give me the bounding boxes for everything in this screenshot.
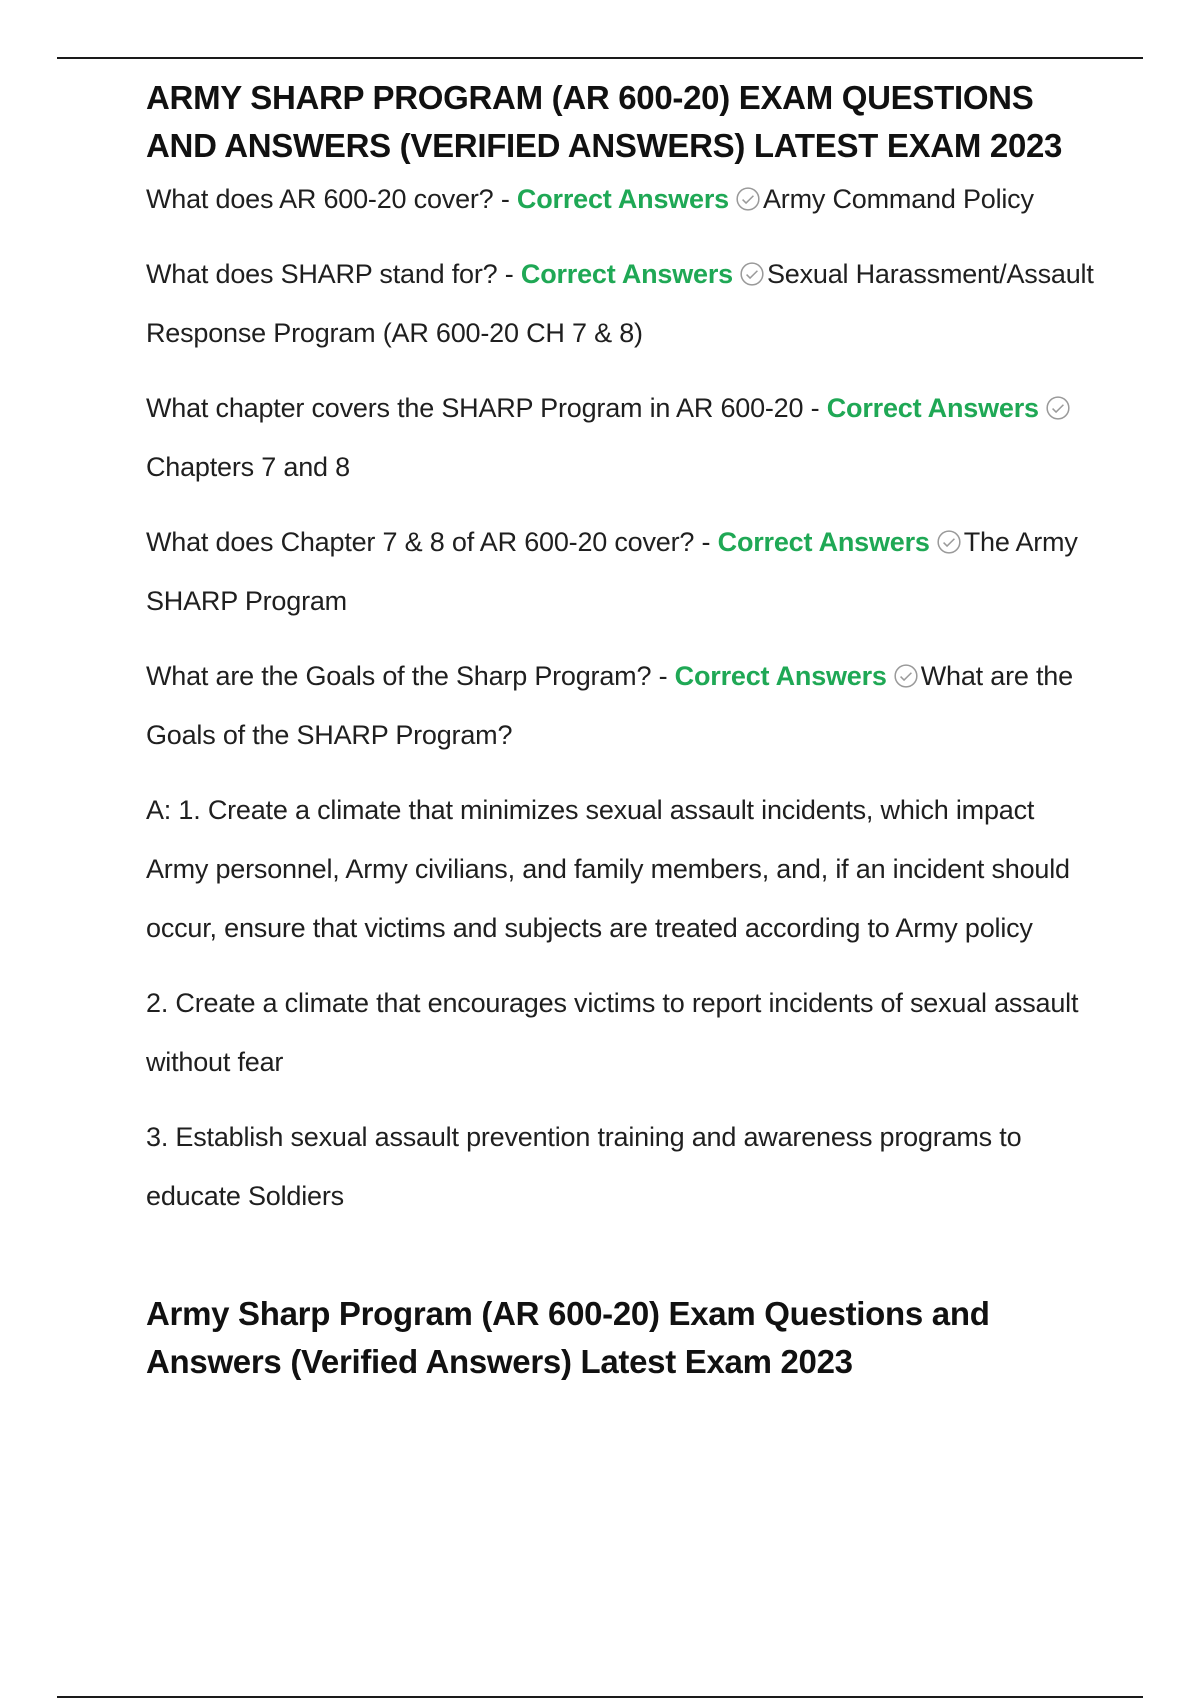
top-rule: [57, 57, 1143, 59]
goal-paragraph: A: 1. Create a climate that minimizes sexual assault incidents, which impact Army personnel, Army civilians, and family members, and, if an incident should occur, ensure that victims and subjects are treated according to Army policy: [146, 795, 1070, 943]
qa-item: [146, 170, 1096, 229]
check-circle-icon: [739, 261, 765, 287]
separator: -: [497, 259, 521, 289]
question-text: What are the Goals of the Sharp Program?: [146, 661, 652, 691]
bottom-rule: [57, 1696, 1143, 1698]
answer-text: Army Command Policy: [763, 184, 1034, 214]
answer-text: Sexual Harassment/Assault Response Program (AR 600-20 CH 7 & 8): [146, 259, 1094, 348]
goal-paragraph: 2. Create a climate that encourages victims to report incidents of sexual assault without fear: [146, 988, 1079, 1077]
separator: -: [651, 661, 675, 691]
separator: -: [803, 393, 827, 423]
correct-answers-label: Correct Answers: [717, 527, 930, 557]
question-text: What does Chapter 7 & 8 of AR 600-20 cover?: [146, 527, 695, 557]
document-title: ARMY SHARP PROGRAM (AR 600-20) EXAM QUESTIONS AND ANSWERS (VERIFIED ANSWERS) LATEST EXAM 2023: [146, 79, 1063, 164]
question-text: What chapter covers the SHARP Program in AR 600-20: [146, 393, 804, 423]
qa-item: [146, 513, 1096, 631]
check-circle-icon: [735, 186, 761, 212]
separator: -: [694, 527, 718, 557]
check-circle-icon: [1045, 395, 1071, 421]
answer-text: What are the Goals of the SHARP Program?: [146, 661, 1073, 750]
correct-answers-label: Correct Answers: [516, 184, 729, 214]
qa-item: [146, 245, 1096, 363]
answer-text: The Army SHARP Program: [146, 527, 1078, 616]
goal-paragraph: 3. Establish sexual assault prevention training and awareness programs to educate Soldiers: [146, 1122, 1022, 1211]
answer-text: Chapters 7 and 8: [146, 452, 350, 482]
footer-title: Army Sharp Program (AR 600-20) Exam Questions and Answers (Verified Answers) Latest Exam 2023: [146, 1295, 990, 1380]
qa-item: [146, 647, 1096, 765]
correct-answers-label: Correct Answers: [674, 661, 887, 691]
qa-item: [146, 379, 1096, 497]
separator: -: [493, 184, 517, 214]
correct-answers-label: Correct Answers: [520, 259, 733, 289]
check-circle-icon: [936, 529, 962, 555]
question-text: What does SHARP stand for?: [146, 259, 498, 289]
question-text: What does AR 600-20 cover?: [146, 184, 494, 214]
correct-answers-label: Correct Answers: [826, 393, 1039, 423]
check-circle-icon: [893, 663, 919, 689]
document-body: [146, 74, 1096, 1386]
